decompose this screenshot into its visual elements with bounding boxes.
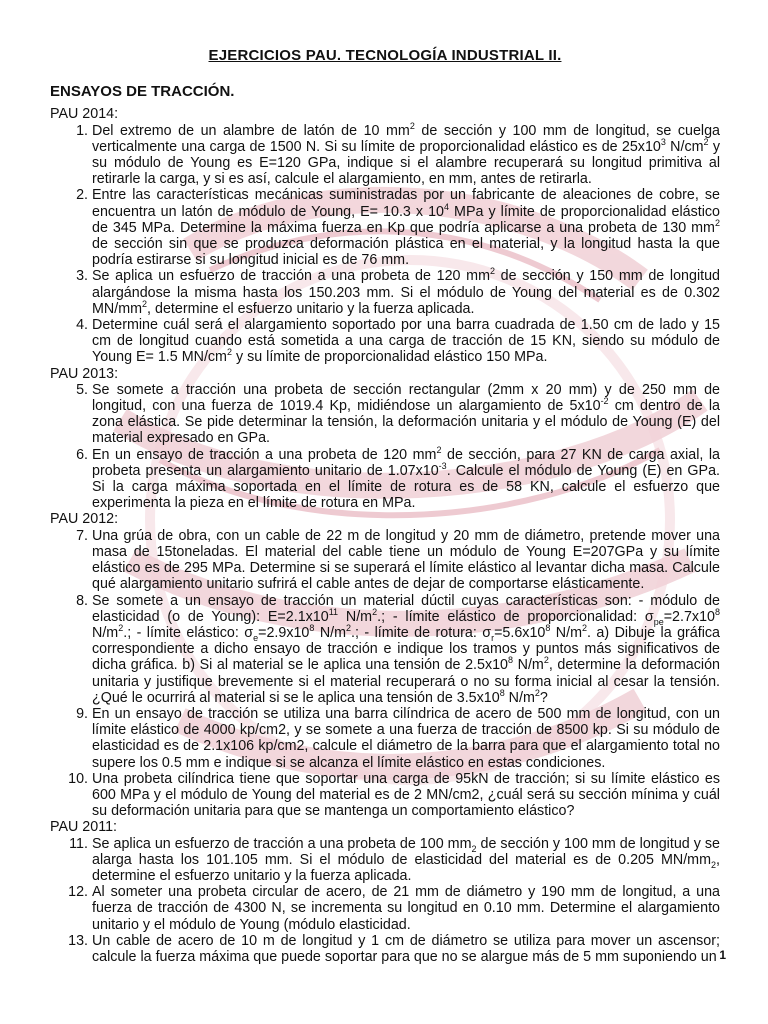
- exercise-text: En un ensayo de tracción a una probeta de 120 $mm^2$ de sección, para 27 KN de carga axial, la probeta presenta un alargamiento unitario de $1.07x10^{-3}$. Calcule el módulo de Young (E) en GPa. Si la carga máxima soportada en el límite de rotura es de 58 KN, calcule el esfuerzo que experimenta la pieza en el límite de rotura en MPa.: [92, 444, 721, 512]
- exercise-list: [50, 382, 720, 512]
- exercise-text: En un ensayo de tracción se utiliza una barra cilíndrica de acero de 500 mm de longitud, con un límite elástico de 4000 kp/cm2, y se somete a una fuerza de tracción de 8500 kp. Si su módulo de elasticidad es de 2.1x106 kp/cm2, calcule el diámetro de la barra para que el alargamiento total no supere los 0.5 mm e indique si se alcanza el límite elástico en estas condiciones.: [92, 705, 720, 771]
- exercise-item: [50, 836, 720, 885]
- exercise-item: [50, 884, 720, 933]
- exercise-text: Se aplica un esfuerzo de tracción a una probeta de 120 $mm^2$ de sección y 150 mm de longitud alargándose la misma hasta los 150.203 mm. Si el módulo de Young del material es de 0.302 $MN/mm^2$, determine el esfuerzo unitario y la fuerza aplicada.: [92, 266, 720, 317]
- year-heading: PAU 2011:: [50, 819, 118, 836]
- exercise-list: [50, 528, 720, 820]
- exercise-number: 13.: [68, 932, 88, 949]
- exercise-number: 7.: [76, 527, 88, 544]
- exercise-text: Del extremo de un alambre de latón de 10 $mm^2$ de sección y 100 mm de longitud, se cuelga verticalmente una carga de 1500 N. Si su límite de proporcionalidad elástico es de $25x10^3$ $N/cm^2$ y su módulo de Young es E=120 GPa, indique si el alambre recuperará su longitud primitiva al retirarle la carga, y si es así, calcule el alargamiento, en mm, antes de retirarla.: [92, 120, 720, 188]
- exercise-text: Un cable de acero de 10 m de longitud y 1 cm de diámetro se utiliza para mover un ascensor; calcule la fuerza máxima que puede soportar para que no se alargue más de 5 mm suponiendo un: [92, 932, 720, 965]
- exercise-number: 4.: [76, 317, 88, 334]
- exercise-text: Una probeta cilíndrica tiene que soportar una carga de 95kN de tracción; si su límite elástico es 600 MPa y el módulo de Young del material es de 2 MN/cm2, ¿cuál será su sección mínima y cuál su deformación unitaria para que se mantenga un comportamiento elástico?: [92, 770, 720, 820]
- exercise-groups: [50, 106, 720, 965]
- exercise-number: 1.: [76, 122, 88, 139]
- exercise-text: Determine cuál será el alargamiento soportado por una barra cuadrada de 1.50 cm de lado y 15 cm de longitud cuando está sometida a una carga de tracción de 15 KN, siendo su módulo de Young E= 1.5 $MN/cm^2$ y su límite de proporcionalidad elástico 150 MPa.: [92, 317, 720, 366]
- exercise-item: [50, 593, 720, 706]
- section-title: ENSAYOS DE TRACCIÓN.: [50, 83, 235, 101]
- exercise-number: 2.: [76, 187, 88, 204]
- exercise-number: 8.: [76, 592, 88, 609]
- document-page: [50, 48, 720, 965]
- exercise-list: [50, 120, 720, 366]
- exercise-item: [50, 268, 720, 317]
- exercise-item: [50, 528, 720, 593]
- document-title: EJERCICIOS PAU. TECNOLOGÍA INDUSTRIAL II.: [208, 47, 562, 64]
- exercise-text: Una grúa de obra, con un cable de 22 m de longitud y 20 mm de diámetro, pretende mover una masa de 15toneladas. El material del cable tiene un módulo de Young E=207GPa y su límite elástico es de 295 MPa. Determine si se superará el límite elástico al levantar dicha masa. Calcule qué alargamiento unitario sufrirá el cable antes de dejar de comportarse elásticamente.: [92, 527, 720, 593]
- exercise-number: 10.: [68, 770, 88, 787]
- exercise-number: 12.: [68, 884, 88, 901]
- year-heading: PAU 2014:: [50, 106, 119, 123]
- exercise-item: [50, 444, 721, 512]
- exercise-text: Al someter una probeta circular de acero, de 21 mm de diámetro y 190 mm de longitud, a una fuerza de tracción de 4300 N, se incrementa su longitud en 0.10 mm. Determine el alargamiento unitario y el módulo de Young (módulo elasticidad.: [92, 884, 720, 933]
- exercise-text: Se aplica un esfuerzo de tracción a una probeta de 100 $mm_2$ de sección y 100 mm de longitud y se alarga hasta los 101.105 mm. Si el módulo de elasticidad del material es de 0.205 $MN/mm_2$, determine el esfuerzo unitario y la fuerza aplicada.: [92, 835, 720, 884]
- exercise-item: [50, 382, 720, 447]
- exercise-text: Entre las características mecánicas suministradas por un fabricante de aleaciones de cobre, se encuentra un latón de módulo de Young, E= 10.3 x $10^4$ MPa y límite de proporcionalidad elástico de 345 MPa. Determine la máxima fuerza en Kp que podría aplicarse a una probeta de 130 $mm^2$ de sección sin que se produzca deformación plástica en el material, y la longitud hasta la que podría estirarse si su longitud inicial es de 76 mm.: [92, 187, 720, 269]
- page-number: 1: [719, 948, 726, 962]
- exercise-text: Se somete a un ensayo de tracción un material dúctil cuyas características son: - módulo de elasticidad (o de Young): $E=2.1x10^{11}$ $N/m^2$.; - límite elástico de proporcionalidad: $\sigma_{pe}=2.7x10^8$ $N/m^2$.; - límite elástico: $\sigma_e=2.9x10^8$ $N/m^2$.; - límite de rotura: $\sigma_r=5.6x10^8$ $N/m^2$. a) Dibuje la gráfica correspondiente a dicho ensayo de tracción e indique los tramos y puntos más significativos de dicha gráfica. b) Si al material se le aplica una tensión de $2.5x10^8$ $N/m^2$, determine la deformación unitaria y justifique brevemente si el material recuperará o no su forma inicial al cesar la tensión. ¿Qué le ocurrirá al material si se le aplica una tensión de $3.5x10^8$ $N/m^2$?: [92, 592, 720, 706]
- exercise-item: [50, 933, 720, 965]
- exercise-number: 11.: [69, 835, 88, 852]
- exercise-item: [50, 317, 720, 366]
- exercise-item: [50, 187, 720, 268]
- exercise-item: [50, 706, 720, 771]
- exercise-text: Se somete a tracción una probeta de sección rectangular (2mm x 20 mm) y de 250 mm de longitud, con una fuerza de 1019.4 Kp, midiéndose un alargamiento de $5x10^{-2}$ cm dentro de la zona elástica. Se pide determinar la tensión, la deformación unitaria y el módulo de Young (E) del material expresado en GPa.: [92, 381, 721, 447]
- exercise-number: 5.: [76, 381, 88, 398]
- exercise-number: 3.: [76, 268, 88, 285]
- year-heading: PAU 2012:: [50, 511, 119, 528]
- exercise-number: 6.: [76, 446, 88, 463]
- year-heading: PAU 2013:: [50, 365, 119, 382]
- exercise-list: [50, 836, 720, 966]
- exercise-number: 9.: [76, 705, 88, 722]
- exercise-item: [50, 771, 720, 820]
- exercise-item: [50, 120, 720, 188]
